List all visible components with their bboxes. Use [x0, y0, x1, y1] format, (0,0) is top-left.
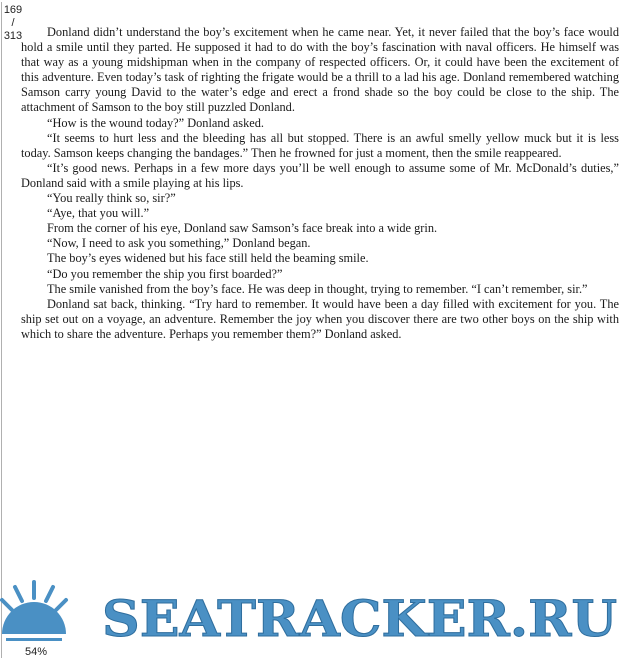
paragraph: Donland didn’t understand the boy’s excitement when he came near. Yet, it never failed that the boy’s face would hold a smile until they parted. He supposed it had to do with the boy’s fascination with naval officers. He himself was that way as a young midshipman when in the company of respected officers. Or, it could have been the excitement of this adventure. Even today’s task of righting the frigate would be a thrill to a lad his age. Donland remembered watching Samson carry young David to the water’s edge and erect a frond shade so the boy could be close to the ship. The attachment of Samson to the boy still puzzled Donland. [21, 25, 619, 115]
paragraph: “How is the wound today?” Donland asked. [47, 115, 264, 130]
paragraph: From the corner of his eye, Donland saw Samson’s face break into a wide grin. [47, 221, 438, 236]
sun-logo-icon [2, 582, 66, 641]
paragraph: “It’s good news. Perhaps in a few more days you’ll be well enough to assume some of Mr. McDonald’s duties,” Donland said with a smile playing at his lips. [21, 160, 619, 190]
reading-progress: 54% [25, 646, 48, 658]
paragraph: “It seems to hurt less and the bleeding has all but stopped. There is an awful smelly yellow muck but it is less today. Samson keeps changing the bandages.” Then he frowned for just a moment, then the smile reappeared. [21, 130, 619, 160]
paragraph: “Do you remember the ship you first boarded?” [47, 266, 283, 281]
paragraph: “Now, I need to ask you something,” Donland began. [47, 236, 311, 251]
book-text [21, 25, 619, 342]
current-page: 169 [3, 4, 23, 16]
page-separator: / [11, 17, 15, 29]
reader-margin-line [1, 2, 2, 658]
paragraph: “You really think so, sir?” [47, 191, 176, 206]
seatracker-watermark [0, 576, 629, 646]
total-pages: 313 [3, 30, 23, 42]
paragraph: “Aye, that you will.” [47, 206, 150, 221]
paragraph: The smile vanished from the boy’s face. He was deep in thought, trying to remember. “I can’t remember, sir.” [47, 281, 588, 296]
watermark-text: SEATRACKER.RU [102, 589, 617, 646]
paragraph: Donland sat back, thinking. “Try hard to remember. It would have been a day filled with excitement for you. The ship set out on a voyage, an adventure. Remember the joy when you discover there are two other boys on the ship with which to share the adventure. Perhaps you remember them?” Donland asked. [21, 296, 619, 341]
paragraph: The boy’s eyes widened but his face still held the beaming smile. [47, 251, 369, 266]
